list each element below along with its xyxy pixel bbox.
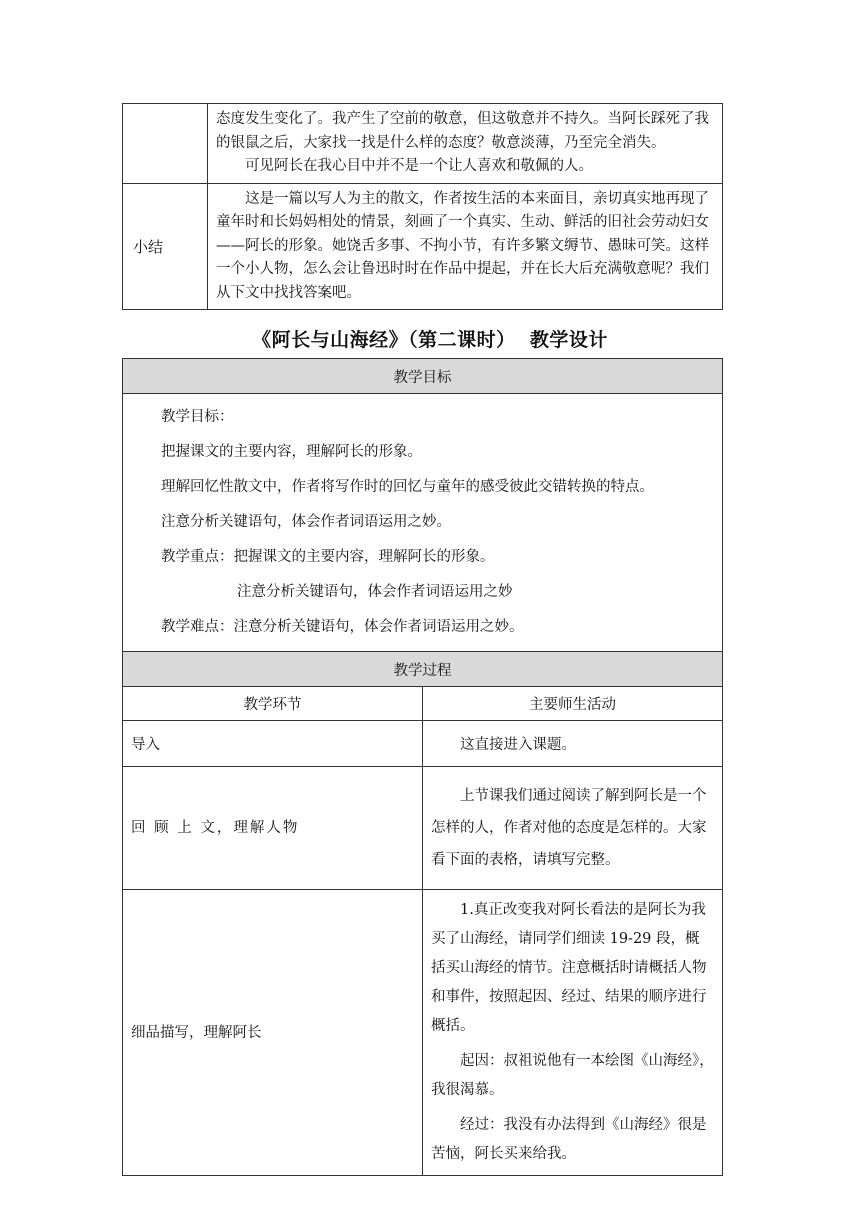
column-header-activity: 主要师生活动 xyxy=(423,687,723,721)
objectives-header: 教学目标 xyxy=(123,359,723,394)
paragraph: 上节课我们通过阅读了解到阿长是一个怎样的人，作者对他的态度是怎样的。大家看下面的表格，请填写完整。 xyxy=(431,788,707,868)
key-point: 教学重点：把握课文的主要内容，理解阿长的形象。 xyxy=(161,549,495,565)
design-table xyxy=(122,358,723,1176)
objectives-content xyxy=(123,394,723,652)
paragraph: 经过：我没有办法得到《山海经》很是苦恼，阿长买来给我。 xyxy=(431,1117,707,1162)
stage-cell: 导入 xyxy=(123,721,423,767)
objectives-intro: 教学目标： xyxy=(161,409,234,425)
paragraph: 起因：叔祖说他有一本绘图《山海经》，我很渴慕。 xyxy=(431,1053,714,1098)
paragraph: 1.真正改变我对阿长看法的是阿长为我买了山海经，请同学们细读 19-29 段，概括买山海经的情节。注意概括时请概括人物和事件，按照起因、经过、结果的顺序进行概括。 xyxy=(431,902,707,1034)
column-header-stage: 教学环节 xyxy=(123,687,423,721)
process-header: 教学过程 xyxy=(123,652,723,687)
paragraph: 可见阿长在我心目中并不是一个让人喜欢和敬佩的人。 xyxy=(245,158,593,174)
objective-item: 注意分析关键语句，体会作者词语运用之妙。 xyxy=(161,514,451,530)
objective-item: 理解回忆性散文中，作者将写作时的回忆与童年的感受彼此交错转换的特点。 xyxy=(161,479,654,495)
activity-cell xyxy=(423,890,723,1176)
summary-label: 小结 xyxy=(123,183,208,310)
row1-content xyxy=(208,104,723,184)
paragraph: 这直接进入课题。 xyxy=(460,737,576,753)
difficulty-point: 教学难点：注意分析关键语句，体会作者词语运用之妙。 xyxy=(161,619,524,635)
stage-cell: 细品描写，理解阿长 xyxy=(123,890,423,1176)
summary-content xyxy=(208,183,723,310)
activity-cell xyxy=(423,721,723,767)
top-table xyxy=(122,103,723,310)
objective-item: 把握课文的主要内容，理解阿长的形象。 xyxy=(161,444,422,460)
paragraph: 这是一篇以写人为主的散文，作者按生活的本来面目，亲切真实地再现了童年时和长妈妈相处的情景，刻画了一个真实、生动、鲜活的旧社会劳动妇女——阿长的形象。她饶舌多事、不拘小节，有许多繁文缛节、愚昧可笑。这样一个小人物，怎么会让鲁迅时时在作品中提起，并在长大后充满敬意呢？我们从下文中找找答案吧。 xyxy=(216,190,709,301)
empty-label-cell xyxy=(123,104,208,184)
page-title: 《阿长与山海经》（第二课时） 教学设计 xyxy=(252,329,608,351)
stage-cell: 回 顾 上 文，理解人物 xyxy=(123,767,423,890)
activity-cell xyxy=(423,767,723,890)
key-point-continued: 注意分析关键语句，体会作者词语运用之妙 xyxy=(237,584,513,600)
paragraph: 态度发生变化了。我产生了空前的敬意，但这敬意并不持久。当阿长踩死了我的银鼠之后，大家找一找是什么样的态度？敬意淡薄，乃至完全消失。 xyxy=(216,111,709,151)
